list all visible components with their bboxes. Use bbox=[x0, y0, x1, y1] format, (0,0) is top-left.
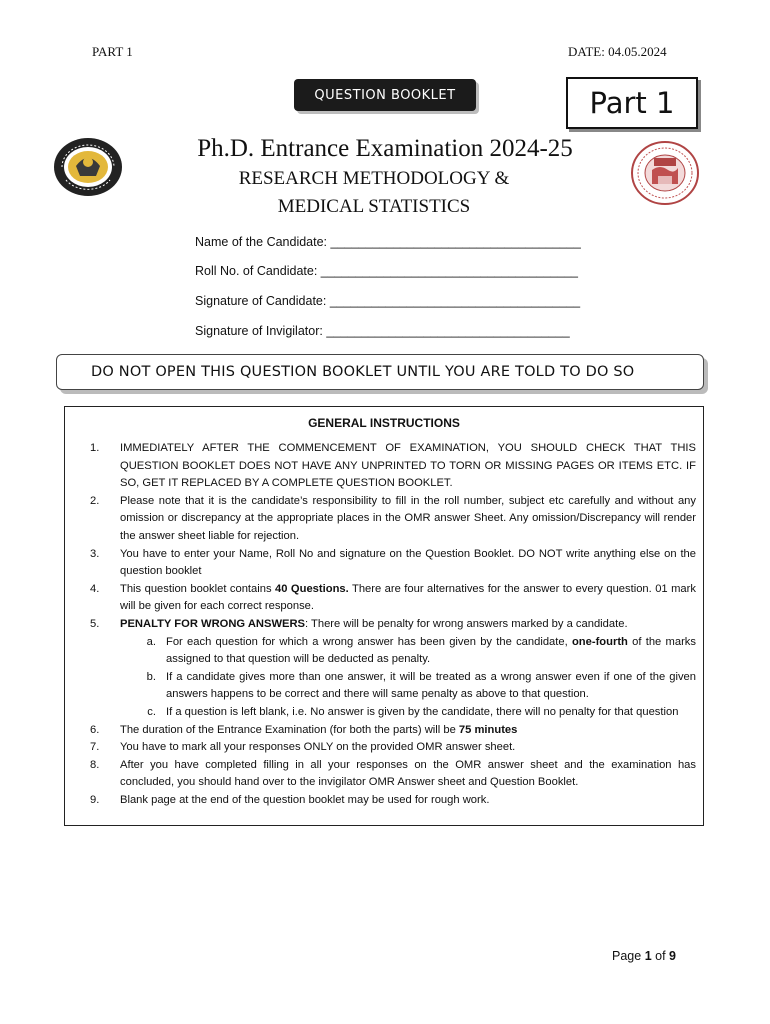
item-text: Blank page at the end of the question booklet may be used for rough work. bbox=[120, 793, 490, 806]
item-text: The duration of the Entrance Examination (for both the parts) will be 75 minutes bbox=[120, 723, 518, 736]
item-text: This question booklet contains 40 Questions. There are four alternatives for the answer to every question. 01 mark will be given for each correct response. bbox=[120, 582, 696, 613]
roll-number-field[interactable]: Roll No. of Candidate: _____________________________________ bbox=[195, 264, 578, 278]
page-number: Page 1 of 9 bbox=[612, 949, 676, 963]
item-number: 6. bbox=[90, 723, 100, 736]
item-text: IMMEDIATELY AFTER THE COMMENCEMENT OF EXAMINATION, YOU SHOULD CHECK THAT THIS QUESTION BOOKLET DOES NOT HAVE ANY UNPRINTED TO TORN OR MISSING PAGES OR ITEMS ETC. IF SO, GET IT REPLACED BY A COMPLETE QUESTION BOOKLET. bbox=[120, 442, 696, 490]
subitem-letter: b. bbox=[146, 670, 156, 683]
subitem-letter: c. bbox=[147, 705, 156, 718]
item-text: You have to mark all your responses ONLY on the provided OMR answer sheet. bbox=[120, 741, 516, 754]
exam-title: Ph.D. Entrance Examination 2024-25 bbox=[197, 135, 573, 162]
item-number: 8. bbox=[90, 758, 100, 771]
list-item bbox=[90, 722, 696, 740]
subitem-letter: a. bbox=[146, 635, 156, 648]
sub-list-item bbox=[128, 704, 696, 722]
subitem-text: If a candidate gives more than one answer, it will be treated as a wrong answer even if one of the given answers happens to be correct and there will same penalty as above to that question. bbox=[166, 670, 696, 701]
list-item bbox=[90, 493, 696, 546]
part-box: Part 1 bbox=[566, 77, 698, 129]
list-item bbox=[90, 757, 696, 792]
subitem-text: For each question for which a wrong answer has been given by the candidate, one-fourth of the marks assigned to that question will be deducted as penalty. bbox=[166, 635, 696, 666]
list-item bbox=[90, 616, 696, 634]
item-number: 2. bbox=[90, 494, 100, 507]
item-text: PENALTY FOR WRONG ANSWERS: There will be penalty for wrong answers marked by a candidate. bbox=[120, 617, 628, 630]
subject-line-2: MEDICAL STATISTICS bbox=[277, 196, 471, 217]
item-number: 5. bbox=[90, 617, 100, 630]
item-text: You have to enter your Name, Roll No and signature on the Question Booklet. DO NOT write anything else on the question booklet bbox=[120, 547, 696, 578]
candidate-signature-field[interactable]: Signature of Candidate: ____________________________________ bbox=[195, 294, 581, 308]
list-item bbox=[90, 739, 696, 757]
list-item bbox=[90, 440, 696, 493]
item-number: 3. bbox=[90, 547, 100, 560]
do-not-open-warning bbox=[56, 354, 704, 390]
question-booklet-label: QUESTION BOOKLET bbox=[294, 79, 476, 111]
item-text: Please note that it is the candidate’s responsibility to fill in the roll number, subject etc carefully and without any omission or discrepancy at the appropriate places in the OMR answer Sheet. Any omission/Discrepancy will render the answer sheet liable for rejection. bbox=[120, 494, 696, 542]
list-item bbox=[90, 546, 696, 581]
list-item bbox=[90, 581, 696, 616]
item-text: After you have completed filling in all your responses on the OMR answer sheet and the examination has concluded, you should hand over to the invigilator OMR Answer sheet and Question Booklet. bbox=[120, 758, 696, 789]
item-number: 7. bbox=[90, 741, 100, 754]
instructions-list bbox=[90, 440, 696, 809]
item-number: 1. bbox=[90, 442, 100, 454]
candidate-name-field[interactable]: Name of the Candidate: ____________________________________ bbox=[195, 235, 581, 249]
subject-line-1: RESEARCH METHODOLOGY & bbox=[238, 168, 510, 189]
sub-list-item bbox=[128, 669, 696, 704]
sub-list-item bbox=[128, 634, 696, 669]
invigilator-signature-field[interactable]: Signature of Invigilator: ___________________________________ bbox=[195, 324, 570, 338]
list-item bbox=[90, 792, 696, 810]
header-date: DATE: 04.05.2024 bbox=[568, 44, 667, 59]
instructions-heading: GENERAL INSTRUCTIONS bbox=[308, 416, 460, 430]
warning-text: DO NOT OPEN THIS QUESTION BOOKLET UNTIL YOU ARE TOLD TO DO SO bbox=[91, 364, 635, 380]
item-number: 9. bbox=[90, 793, 100, 806]
header-part-label: PART 1 bbox=[92, 44, 133, 59]
subitem-text: If a question is left blank, i.e. No answer is given by the candidate, there will no penalty for that question bbox=[166, 705, 679, 718]
item-number: 4. bbox=[90, 582, 100, 595]
